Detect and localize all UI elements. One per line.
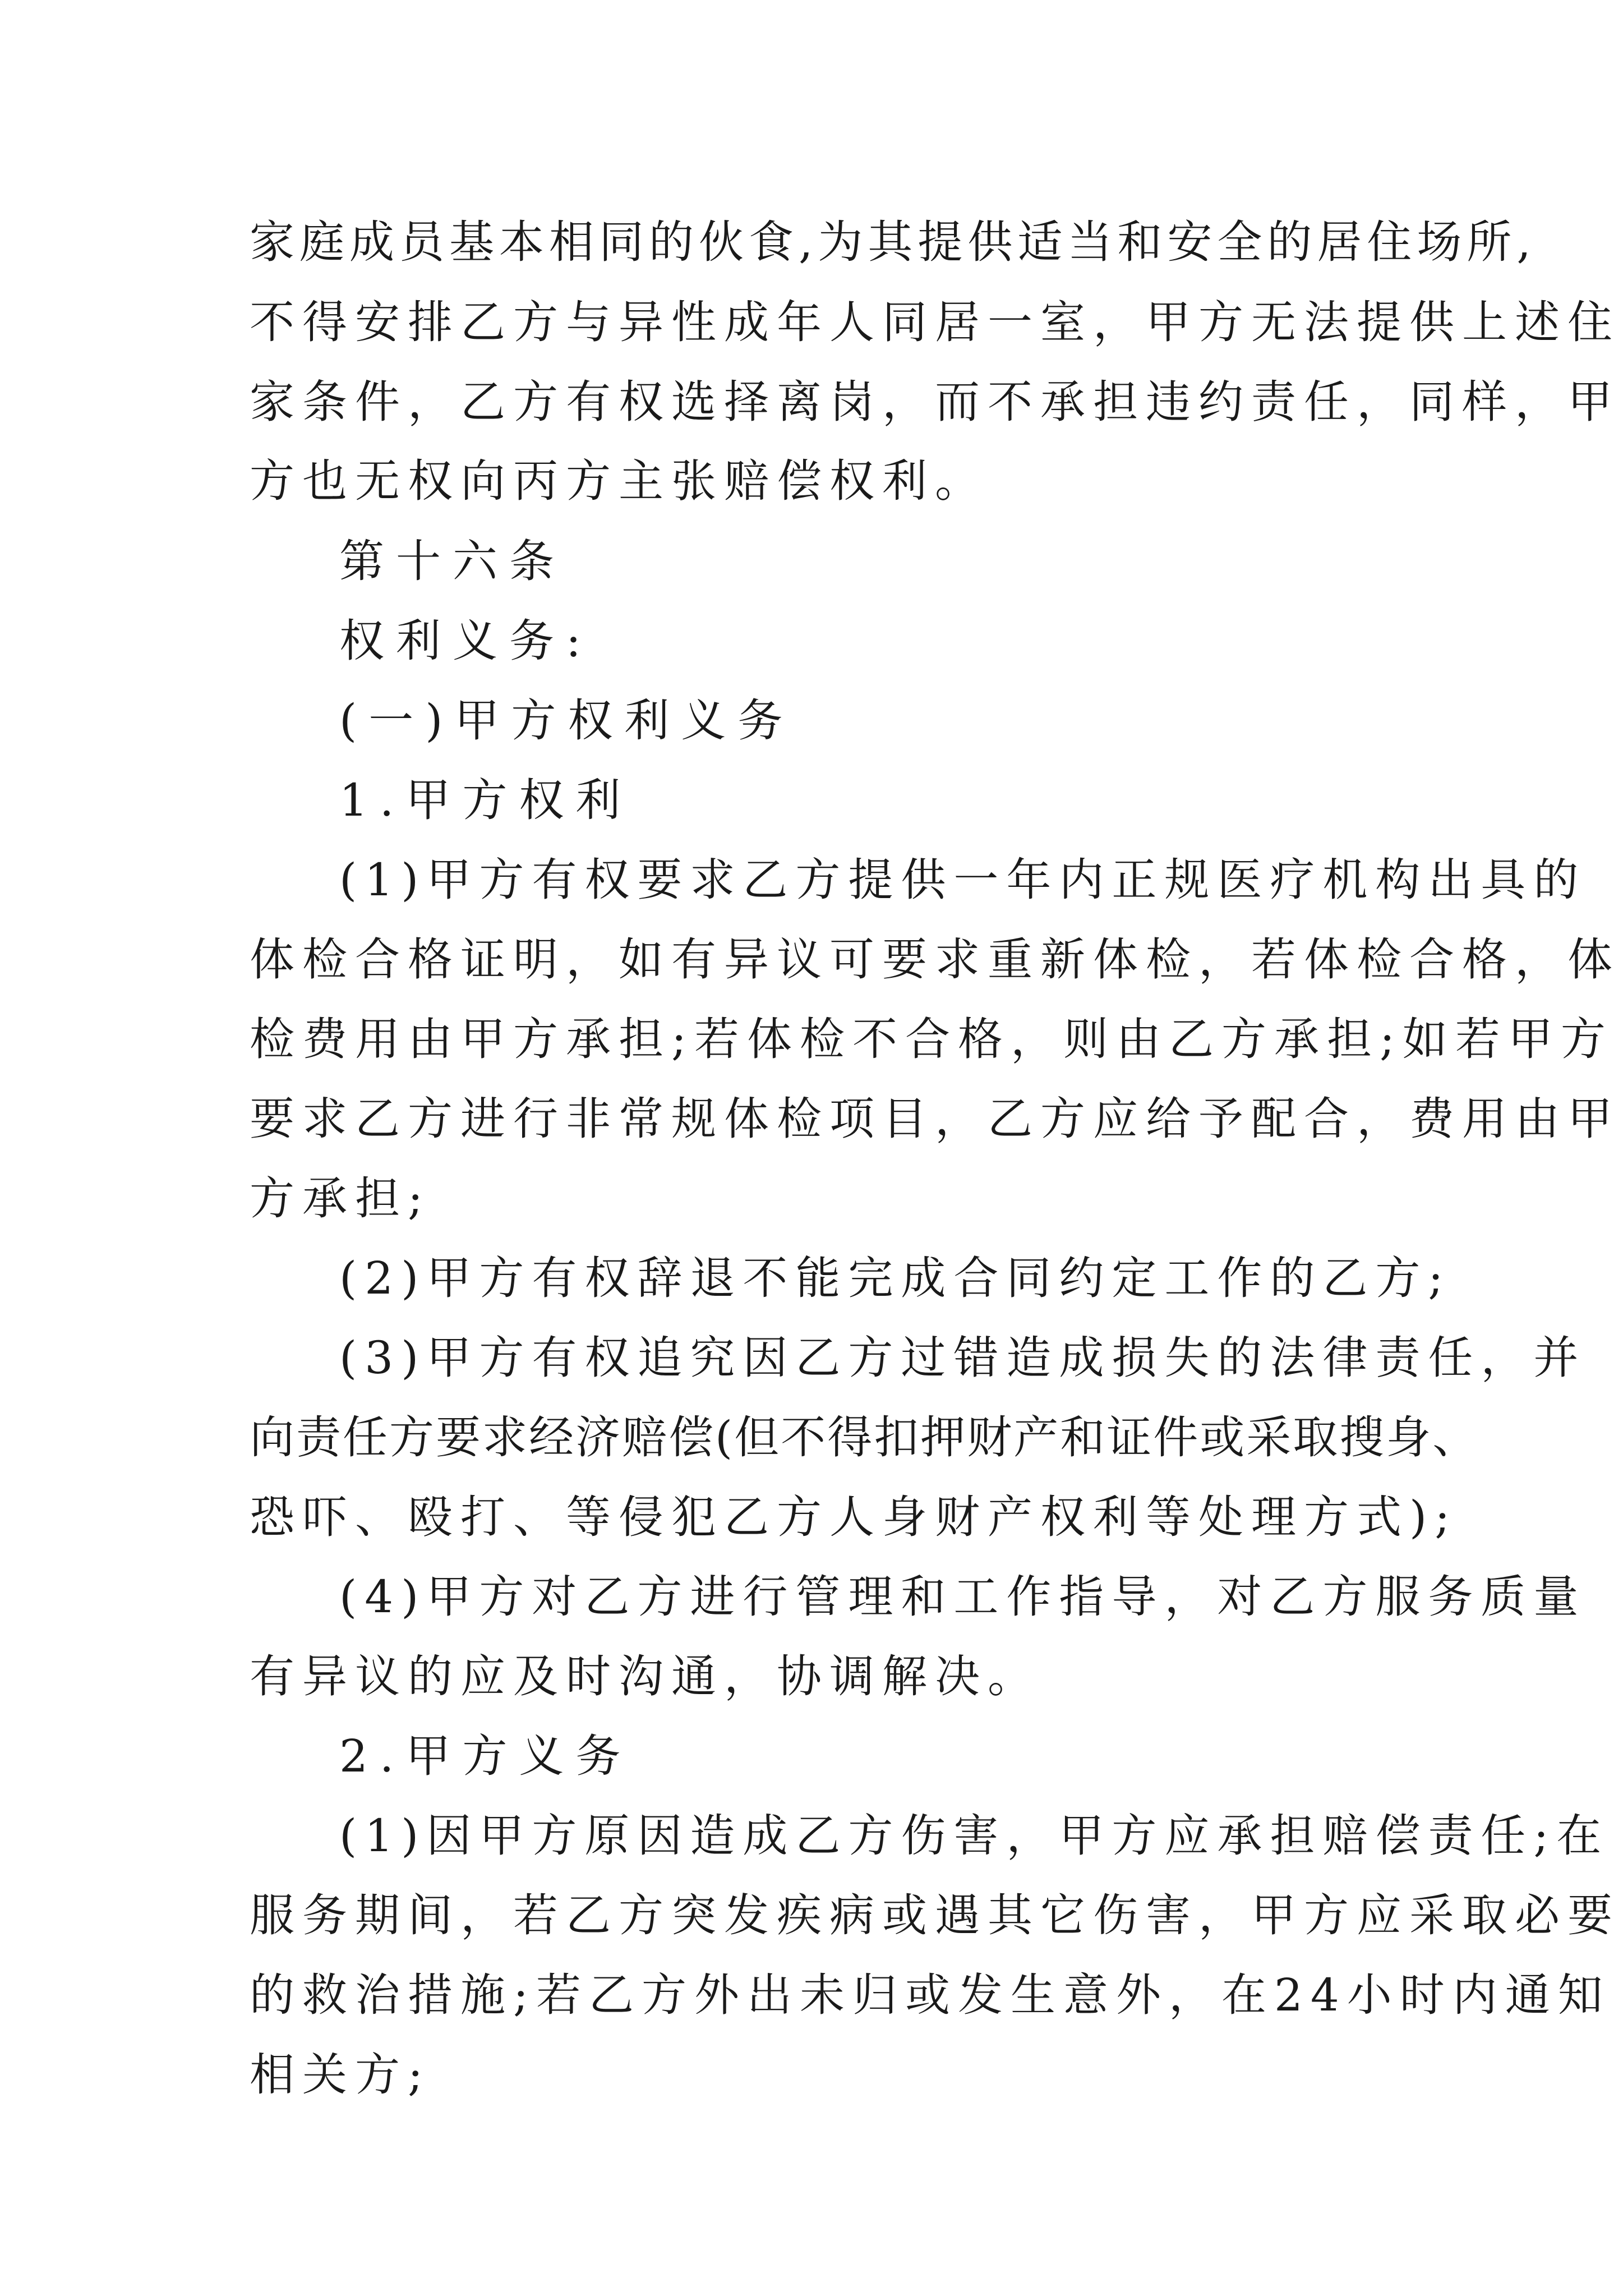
subsection-heading: (一)甲方权利义务: [339, 694, 795, 747]
text-line-13: 方承担;: [250, 1172, 431, 1225]
text-line-4: 方也无权向丙方主张赔偿权利。: [250, 455, 988, 507]
text-line-10: 体检合格证明，如有异议可要求重新体检，若体检合格，体: [250, 933, 1620, 986]
text-line-14: (2)甲方有权辞退不能完成合同约定工作的乙方;: [339, 1252, 1451, 1304]
article-heading: 第十六条: [339, 535, 566, 587]
text-line-21: (1)因甲方原因造成乙方伤害，甲方应承担赔偿责任;在: [339, 1810, 1610, 1862]
text-line-12: 要求乙方进行非常规体检项目，乙方应给予配合，费用由甲: [250, 1093, 1620, 1145]
section-heading: 权利义务:: [339, 615, 593, 667]
text-line-11: 检费用由甲方承担;若体检不合格，则由乙方承担;如若甲方: [250, 1013, 1613, 1065]
text-line-23: 的救治措施;若乙方外出未归或发生意外，在24小时内通知: [250, 1969, 1611, 2021]
text-line-16: 向责任方要求经济赔偿(但不得扣押财产和证件或采取搜身、: [250, 1411, 1479, 1464]
text-line-19: 有异议的应及时沟通，协调解决。: [250, 1650, 1040, 1703]
text-line-15: (3)甲方有权追究因乙方过错造成损失的法律责任，并: [339, 1332, 1587, 1384]
item-heading-2: 2.甲方义务: [339, 1730, 633, 1782]
item-heading: 1.甲方权利: [339, 774, 633, 826]
text-line-18: (4)甲方对乙方进行管理和工作指导，对乙方服务质量: [339, 1571, 1587, 1623]
text-line-9: (1)甲方有权要求乙方提供一年内正规医疗机构出具的: [339, 854, 1587, 906]
text-line-2: 不得安排乙方与异性成年人同居一室，甲方无法提供上述住: [250, 296, 1620, 348]
text-line-3: 家条件，乙方有权选择离岗，而不承担违约责任，同样，甲: [250, 376, 1620, 428]
text-line-1: 家庭成员基本相同的伙食,为其提供适当和安全的居住场所,: [250, 216, 1536, 268]
text-line-22: 服务期间，若乙方突发疾病或遇其它伤害，甲方应采取必要: [250, 1889, 1620, 1941]
text-line-24: 相关方;: [250, 2049, 431, 2101]
text-line-17: 恐吓、殴打、等侵犯乙方人身财产权利等处理方式);: [250, 1491, 1458, 1543]
